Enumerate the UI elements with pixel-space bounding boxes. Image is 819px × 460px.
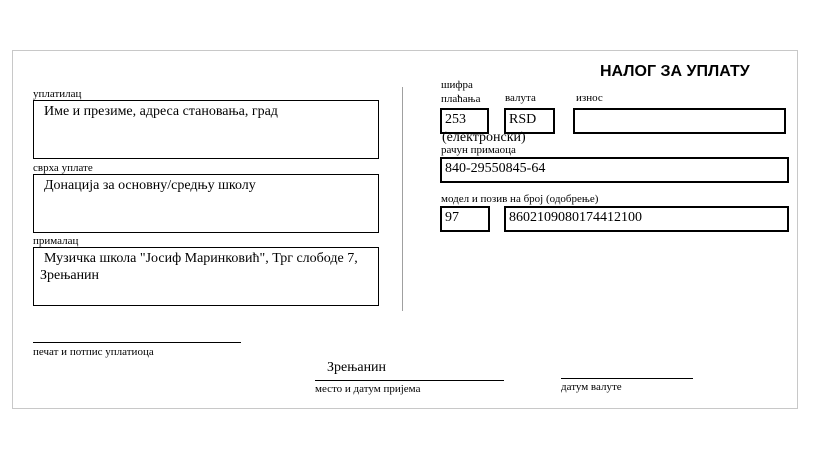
payer-value: Име и презиме, адреса становања, град [44, 104, 278, 119]
signature-label: печат и потпис уплатиоца [33, 346, 154, 358]
payment-code-note: (електронски) [442, 130, 526, 145]
recipient-account-label: рачун примаоца [441, 144, 516, 156]
place-date-line [315, 380, 504, 381]
purpose-label: сврха уплате [33, 162, 93, 174]
signature-line [33, 342, 241, 343]
reference-label: модел и позив на број (одобрење) [441, 193, 599, 205]
payer-field[interactable] [33, 100, 379, 159]
currency-value: RSD [509, 112, 537, 127]
purpose-field[interactable] [33, 174, 379, 233]
value-date-label: датум валуте [561, 381, 622, 393]
form-title: НАЛОГ ЗА УПЛАТУ [600, 63, 750, 80]
payer-label: уплатилац [33, 88, 82, 100]
purpose-value: Донација за основну/средњу школу [44, 178, 256, 193]
value-date-line [561, 378, 693, 379]
payment-code-label: шифра плаћања [441, 79, 481, 105]
reference-number-field[interactable] [504, 206, 789, 232]
recipient-label: прималац [33, 235, 79, 247]
reference-model-value: 97 [445, 210, 459, 225]
recipient-account-field[interactable] [440, 157, 789, 183]
recipient-value: Музичка школа "Јосиф Маринковић", Трг слободе 7, Зрењанин [40, 251, 358, 283]
amount-field[interactable] [573, 108, 786, 134]
place-date-label: место и датум пријема [315, 383, 421, 395]
recipient-field[interactable] [33, 247, 379, 306]
currency-label: валута [505, 92, 536, 104]
reference-number-value: 8602109080174412100 [509, 210, 642, 225]
recipient-account-value: 840-29550845-64 [445, 161, 546, 176]
reference-model-field[interactable] [440, 206, 490, 232]
payment-code-value: 253 [445, 112, 466, 127]
place-date-value: Зрењанин [327, 360, 387, 375]
payment-order-slip [12, 50, 798, 409]
amount-label: износ [576, 92, 603, 104]
column-divider [402, 87, 403, 311]
